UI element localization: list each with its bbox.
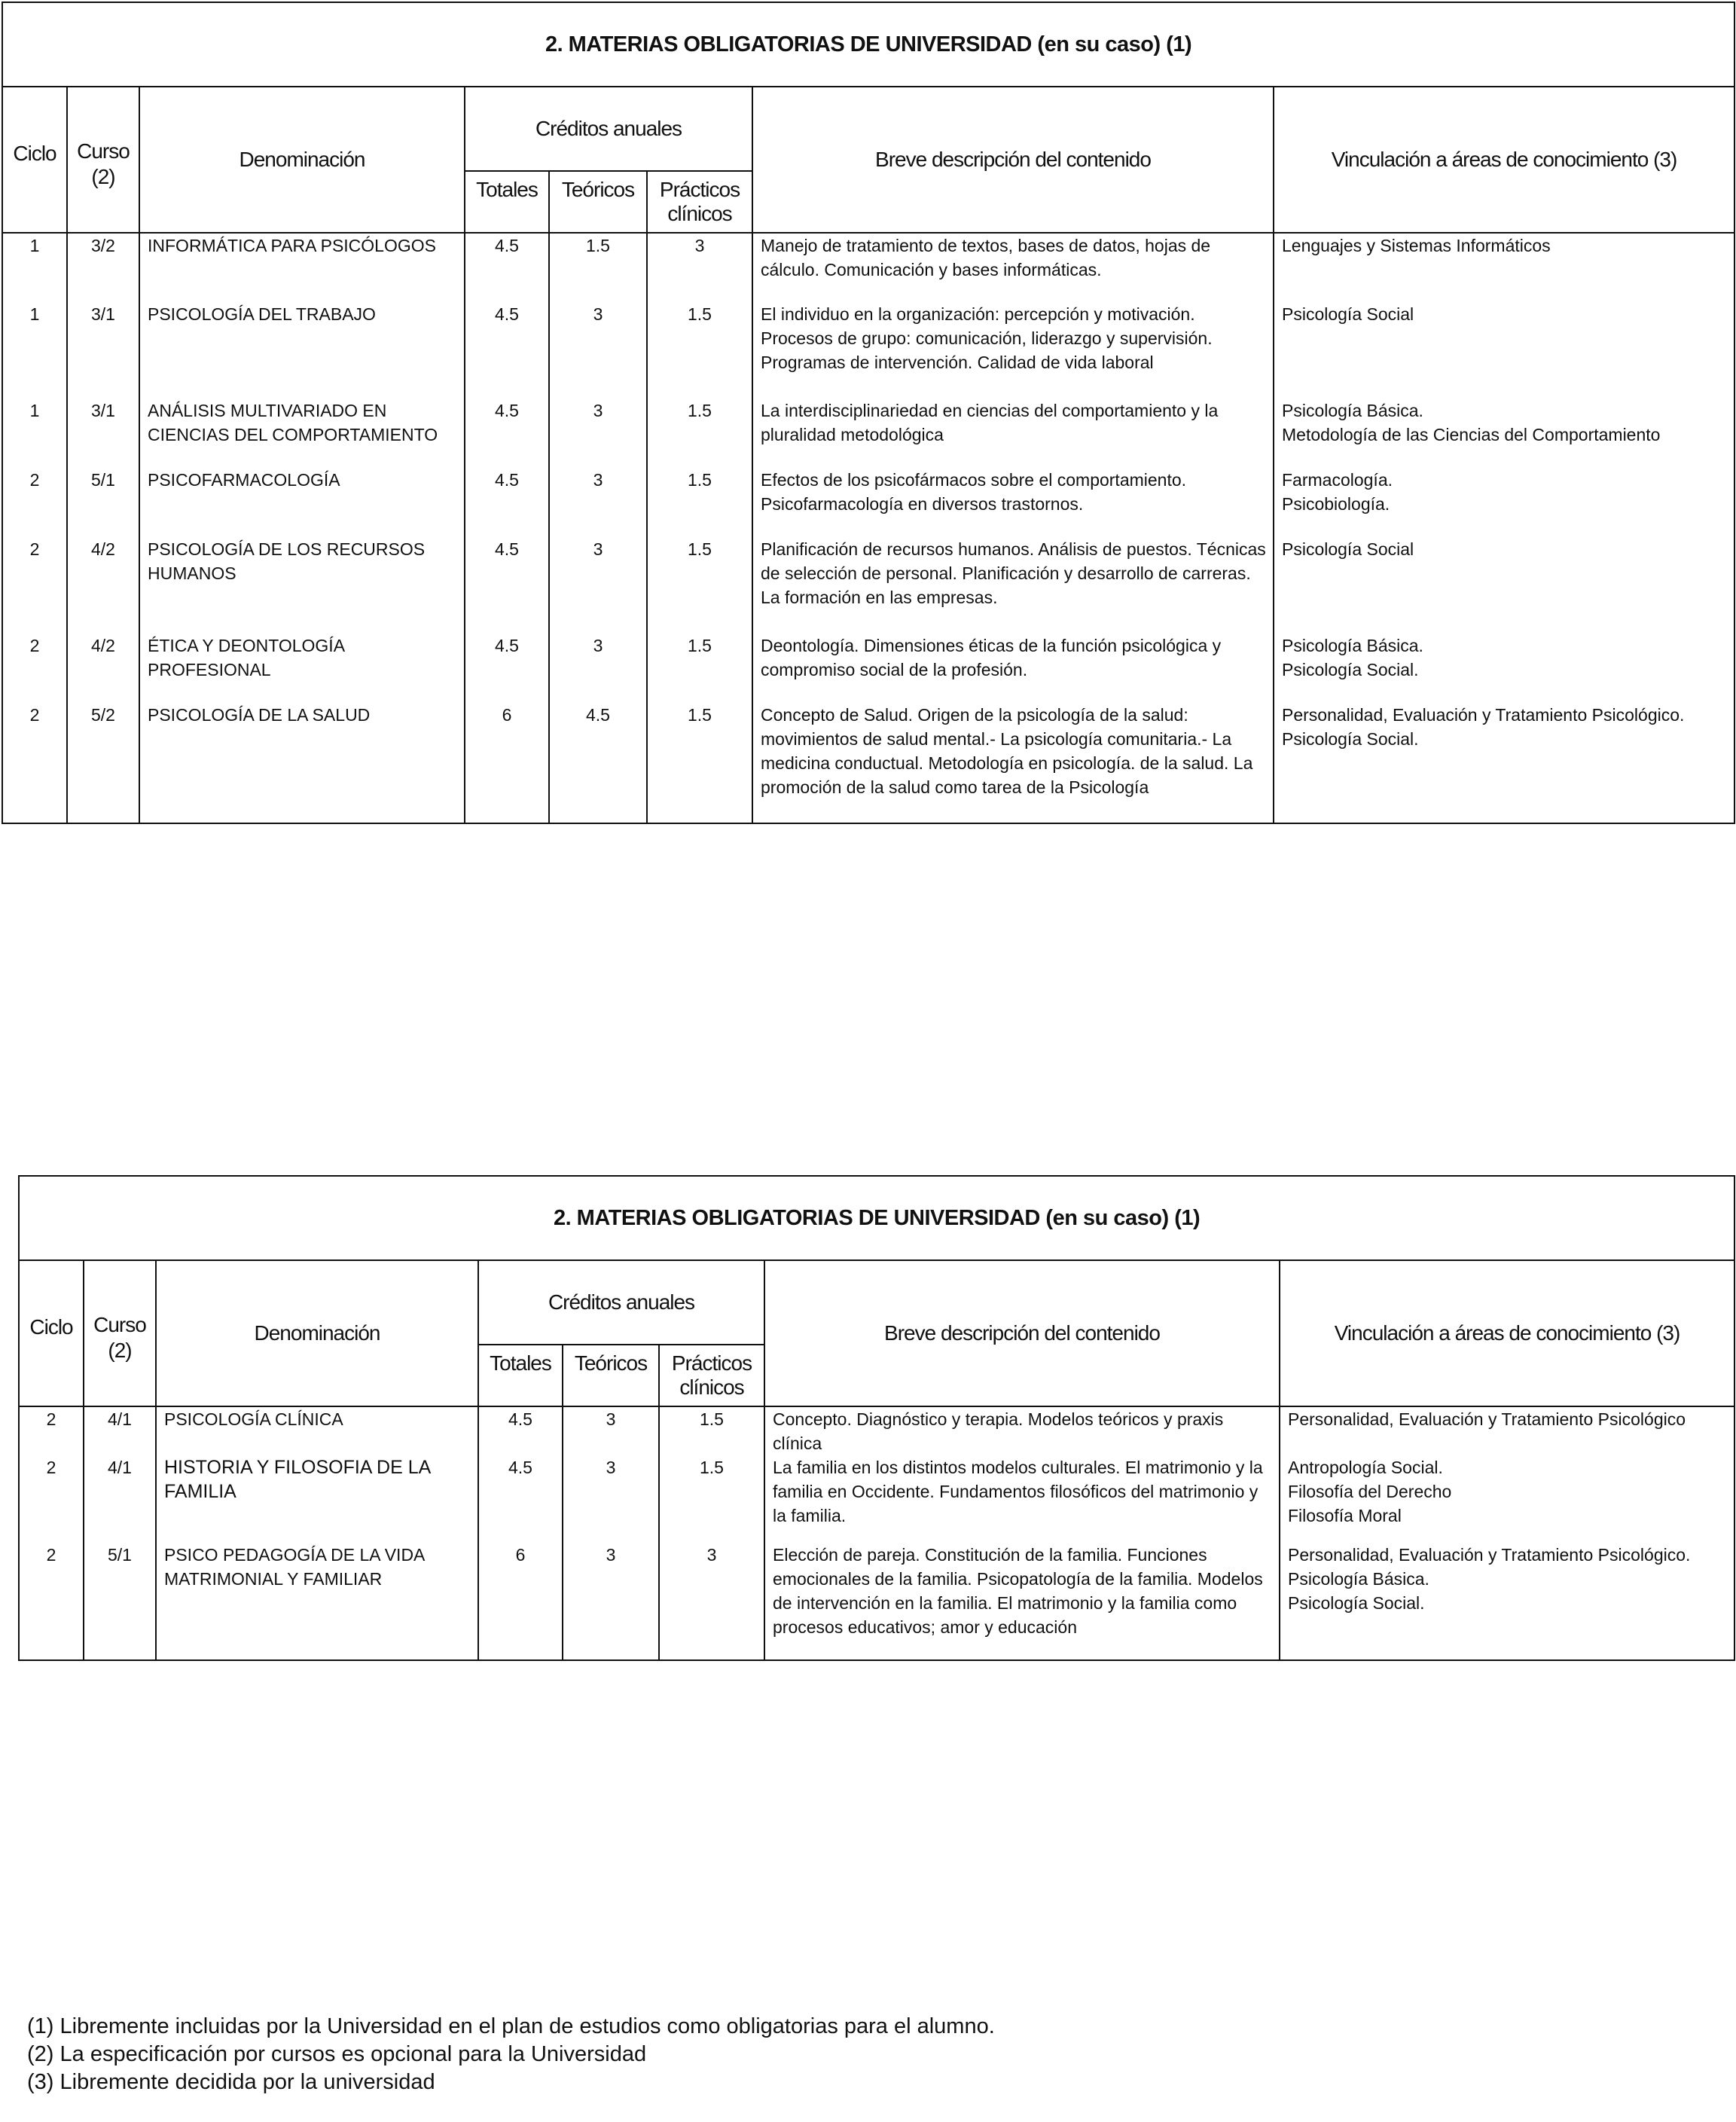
practicos-cell: 1.5 [647, 703, 752, 823]
curso-cell: 4/1 [84, 1406, 156, 1455]
vinculacion-cell: Psicología Social [1274, 537, 1734, 634]
table-row [2, 233, 1734, 302]
vinculacion-cell: Personalidad, Evaluación y Tratamiento Psicológico [1280, 1406, 1734, 1455]
denominacion-cell: ANÁLISIS MULTIVARIADO EN CIENCIAS DEL COMPORTAMIENTO [139, 398, 465, 468]
teoricos-cell: 3 [549, 468, 647, 537]
header-descripcion: Breve descripción del contenido [764, 1260, 1280, 1406]
ciclo-cell: 2 [19, 1543, 84, 1660]
totales-cell: 4.5 [465, 537, 549, 634]
practicos-cell: 1.5 [647, 302, 752, 398]
totales-cell: 4.5 [465, 634, 549, 703]
vinculacion-cell: Psicología Básica. Psicología Social. [1274, 634, 1734, 703]
footnote-2: (2) La especificación por cursos es opcional para la Universidad [27, 2042, 647, 2066]
table-block-1 [2, 2, 1734, 824]
denominacion-cell: INFORMÁTICA PARA PSICÓLOGOS [139, 233, 465, 302]
teoricos-cell: 1.5 [549, 233, 647, 302]
teoricos-cell: 3 [549, 302, 647, 398]
header-practicos: Prácticos clínicos [647, 171, 752, 233]
ciclo-cell: 2 [19, 1406, 84, 1455]
table-block-2 [18, 1175, 1734, 1661]
header-totales: Totales [465, 171, 549, 233]
practicos-cell: 1.5 [647, 468, 752, 537]
ciclo-cell: 1 [2, 398, 67, 468]
header-denominacion: Denominación [139, 87, 465, 233]
denominacion-cell: HISTORIA Y FILOSOFIA DE LA FAMILIA [156, 1455, 478, 1543]
header-creditos-anuales: Créditos anuales [478, 1260, 764, 1345]
practicos-cell: 1.5 [647, 634, 752, 703]
denominacion-cell: PSICO PEDAGOGÍA DE LA VIDA MATRIMONIAL Y FAMILIAR [156, 1543, 478, 1660]
header-teoricos: Teóricos [549, 171, 647, 233]
denominacion-cell: PSICOFARMACOLOGÍA [139, 468, 465, 537]
descripcion-cell: Manejo de tratamiento de textos, bases de datos, hojas de cálculo. Comunicación y bases informáticas. [752, 233, 1274, 302]
header-teoricos: Teóricos [563, 1345, 659, 1406]
descripcion-cell: Deontología. Dimensiones éticas de la función psicológica y compromiso social de la profesión. [752, 634, 1274, 703]
table-row [19, 1406, 1734, 1455]
curso-cell: 3/1 [67, 398, 139, 468]
header-curso: Curso (2) [84, 1260, 156, 1406]
curso-cell: 3/2 [67, 233, 139, 302]
teoricos-cell: 4.5 [549, 703, 647, 823]
practicos-cell: 3 [647, 233, 752, 302]
vinculacion-cell: Psicología Básica. Metodología de las Ciencias del Comportamiento [1274, 398, 1734, 468]
ciclo-cell: 2 [19, 1455, 84, 1543]
practicos-cell: 1.5 [647, 537, 752, 634]
header-descripcion: Breve descripción del contenido [752, 87, 1274, 233]
curso-cell: 3/1 [67, 302, 139, 398]
practicos-cell: 1.5 [659, 1455, 764, 1543]
totales-cell: 4.5 [465, 233, 549, 302]
table-row [2, 634, 1734, 703]
curso-cell: 5/2 [67, 703, 139, 823]
curso-cell: 4/2 [67, 537, 139, 634]
courses-table-1 [2, 2, 1735, 824]
descripcion-cell: Planificación de recursos humanos. Análisis de puestos. Técnicas de selección de personal. Planificación y desarrollo de carreras. La formación en las empresas. [752, 537, 1274, 634]
curso-cell: 4/1 [84, 1455, 156, 1543]
curso-cell: 5/1 [84, 1543, 156, 1660]
denominacion-cell: ÉTICA Y DEONTOLOGÍA PROFESIONAL [139, 634, 465, 703]
descripcion-cell: Efectos de los psicofármacos sobre el comportamiento. Psicofarmacología en diversos trastornos. [752, 468, 1274, 537]
totales-cell: 6 [465, 703, 549, 823]
table-title: 2. MATERIAS OBLIGATORIAS DE UNIVERSIDAD (en su caso) (1) [2, 2, 1734, 87]
header-ciclo: Ciclo [2, 87, 67, 233]
footnotes [27, 2013, 995, 2096]
totales-cell: 6 [478, 1543, 563, 1660]
totales-cell: 4.5 [465, 398, 549, 468]
header-practicos: Prácticos clínicos [659, 1345, 764, 1406]
vinculacion-cell: Personalidad, Evaluación y Tratamiento Psicológico. Psicología Básica. Psicología Social. [1280, 1543, 1734, 1660]
denominacion-cell: PSICOLOGÍA DEL TRABAJO [139, 302, 465, 398]
table-row [2, 703, 1734, 823]
ciclo-cell: 2 [2, 468, 67, 537]
descripcion-cell: El individuo en la organización: percepción y motivación. Procesos de grupo: comunicación, liderazgo y supervisión. Programas de intervención. Calidad de vida laboral [752, 302, 1274, 398]
teoricos-cell: 3 [549, 398, 647, 468]
totales-cell: 4.5 [478, 1406, 563, 1455]
denominacion-cell: PSICOLOGÍA DE LOS RECURSOS HUMANOS [139, 537, 465, 634]
ciclo-cell: 1 [2, 233, 67, 302]
header-creditos-anuales: Créditos anuales [465, 87, 752, 171]
totales-cell: 4.5 [465, 468, 549, 537]
descripcion-cell: Concepto. Diagnóstico y terapia. Modelos teóricos y praxis clínica [764, 1406, 1280, 1455]
practicos-cell: 1.5 [659, 1406, 764, 1455]
teoricos-cell: 3 [549, 537, 647, 634]
teoricos-cell: 3 [563, 1543, 659, 1660]
header-denominacion: Denominación [156, 1260, 478, 1406]
totales-cell: 4.5 [478, 1455, 563, 1543]
header-totales: Totales [478, 1345, 563, 1406]
vinculacion-cell: Farmacología. Psicobiología. [1274, 468, 1734, 537]
teoricos-cell: 3 [549, 634, 647, 703]
table-row [2, 468, 1734, 537]
totales-cell: 4.5 [465, 302, 549, 398]
denominacion-cell: PSICOLOGÍA DE LA SALUD [139, 703, 465, 823]
curso-cell: 5/1 [67, 468, 139, 537]
table-1-body [2, 233, 1734, 823]
practicos-cell: 3 [659, 1543, 764, 1660]
table-row [19, 1455, 1734, 1543]
table-2-body [19, 1406, 1734, 1660]
table-row [2, 302, 1734, 398]
ciclo-cell: 2 [2, 703, 67, 823]
header-curso: Curso (2) [67, 87, 139, 233]
curso-cell: 4/2 [67, 634, 139, 703]
descripcion-cell: La familia en los distintos modelos culturales. El matrimonio y la familia en Occidente. Fundamentos filosóficos del matrimonio y la familia. [764, 1455, 1280, 1543]
ciclo-cell: 2 [2, 634, 67, 703]
courses-table-2 [18, 1175, 1735, 1661]
footnote-1: (1) Libremente incluidas por la Universidad en el plan de estudios como obligatorias para el alumno. [27, 2014, 995, 2038]
header-ciclo: Ciclo [19, 1260, 84, 1406]
ciclo-cell: 1 [2, 302, 67, 398]
vinculacion-cell: Psicología Social [1274, 302, 1734, 398]
table-title: 2. MATERIAS OBLIGATORIAS DE UNIVERSIDAD (en su caso) (1) [19, 1176, 1734, 1260]
table-row [19, 1543, 1734, 1660]
descripcion-cell: Elección de pareja. Constitución de la familia. Funciones emocionales de la familia. Psicopatología de la familia. Modelos de intervención en la familia. El matrimonio y la familia como procesos educativos; amor y educación [764, 1543, 1280, 1660]
teoricos-cell: 3 [563, 1455, 659, 1543]
descripcion-cell: Concepto de Salud. Origen de la psicología de la salud: movimientos de salud mental.- La psicología comunitaria.- La medicina conductual. Metodología en psicología. de la salud. La promoción de la salud como tarea de la Psicología [752, 703, 1274, 823]
ciclo-cell: 2 [2, 537, 67, 634]
table-row [2, 537, 1734, 634]
descripcion-cell: La interdisciplinariedad en ciencias del comportamiento y la pluralidad metodológica [752, 398, 1274, 468]
vinculacion-cell: Personalidad, Evaluación y Tratamiento Psicológico. Psicología Social. [1274, 703, 1734, 823]
practicos-cell: 1.5 [647, 398, 752, 468]
header-vinculacion: Vinculación a áreas de conocimiento (3) [1274, 87, 1734, 233]
teoricos-cell: 3 [563, 1406, 659, 1455]
footnote-3: (3) Libremente decidida por la universidad [27, 2070, 435, 2094]
header-vinculacion: Vinculación a áreas de conocimiento (3) [1280, 1260, 1734, 1406]
vinculacion-cell: Lenguajes y Sistemas Informáticos [1274, 233, 1734, 302]
vinculacion-cell: Antropología Social. Filosofía del Derecho Filosofía Moral [1280, 1455, 1734, 1543]
denominacion-cell: PSICOLOGÍA CLÍNICA [156, 1406, 478, 1455]
table-row [2, 398, 1734, 468]
